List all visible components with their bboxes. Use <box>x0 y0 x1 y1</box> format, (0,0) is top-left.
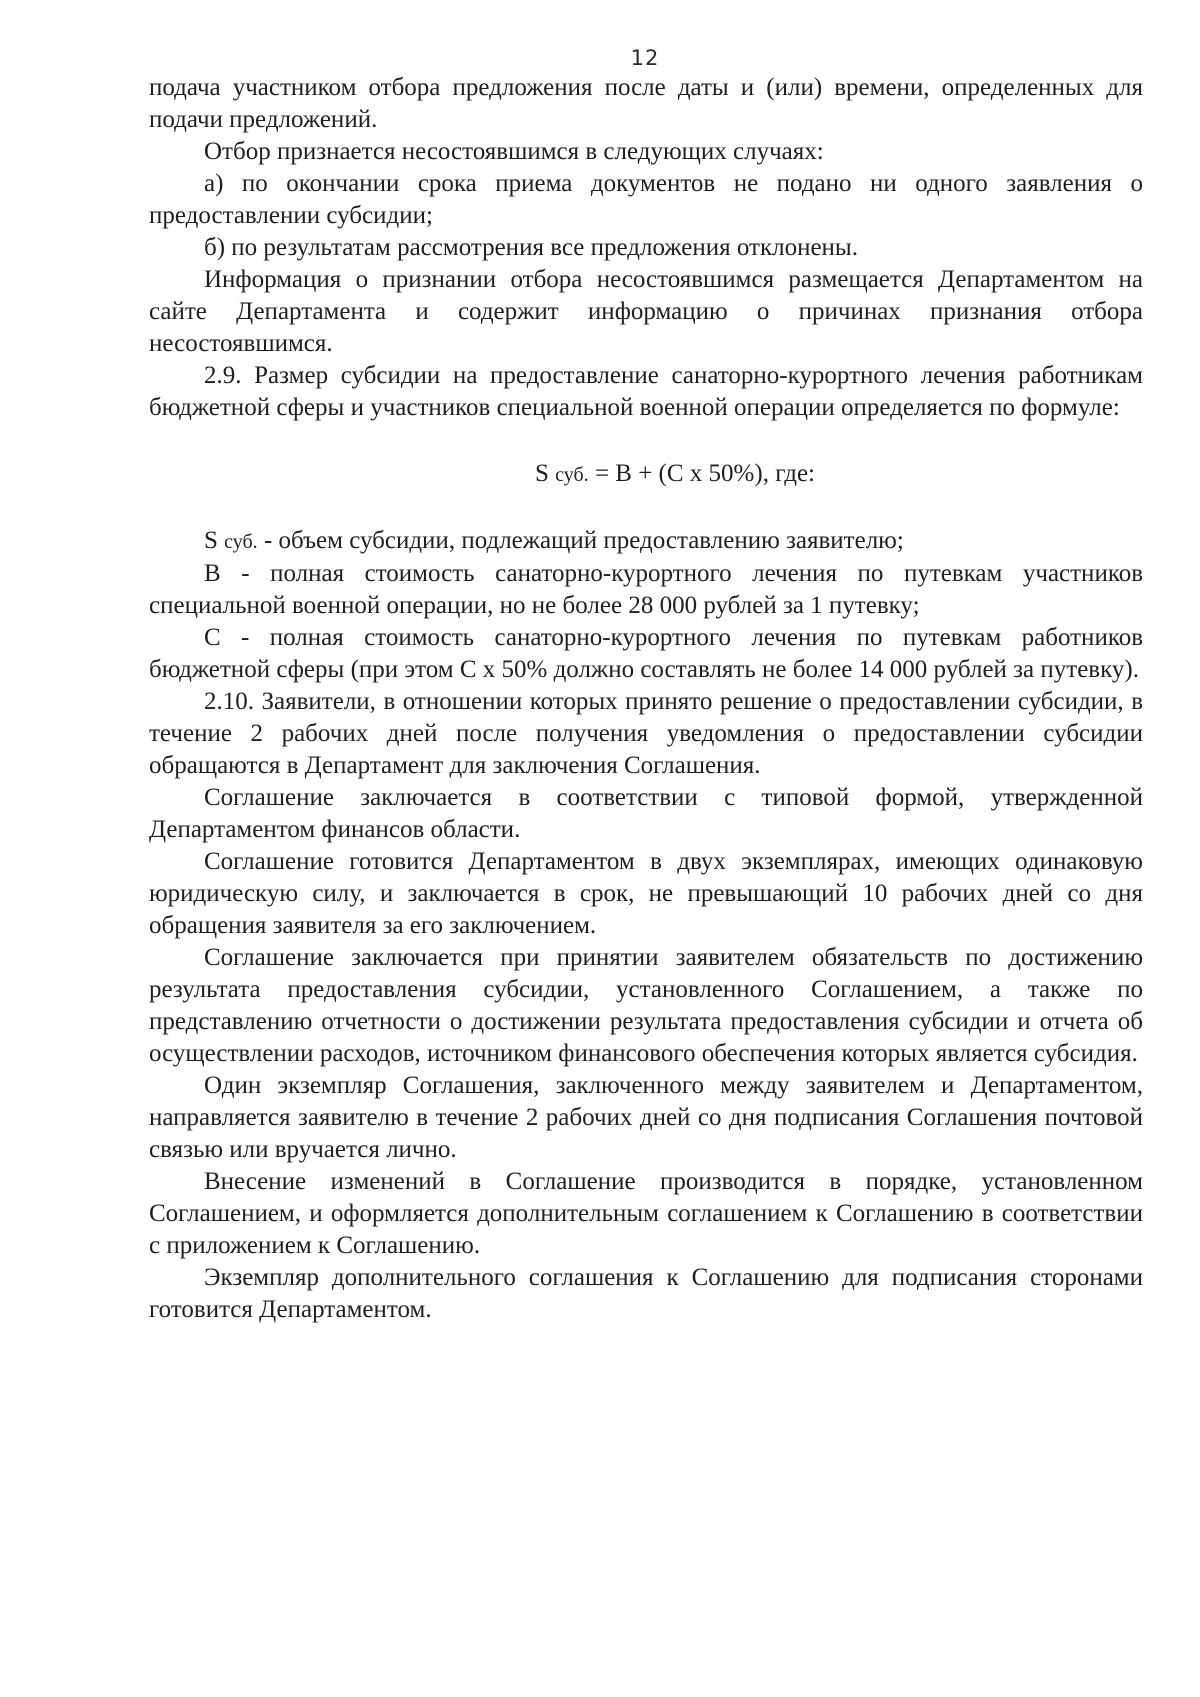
paragraph-information: Информация о признании отбора несостоявшимся размещается Департаментом на сайте Департамента и содержит информацию о причинах признания отбора несостоявшимся. <box>149 266 1143 357</box>
formula-expression: = В + (С х 50%), где: <box>588 460 815 487</box>
formula-subscript: суб. <box>555 464 589 486</box>
s-definition-text: - объем субсидии, подлежащий предоставлению заявителю; <box>257 527 904 554</box>
document-body <box>149 72 1143 1326</box>
paragraph-selection-failed: Отбор признается несостоявшимся в следующих случаях: <box>204 138 824 165</box>
paragraph-agreement-preparation: Соглашение готовится Департаментом в двух экземплярах, имеющих одинаковую юридическую силу, и заключается в срок, не превышающий 10 рабочих дней со дня обращения заявителя за его заключением. <box>149 848 1143 939</box>
s-subscript: суб. <box>224 531 258 553</box>
paragraph-b-definition: В - полная стоимость санаторно-курортного лечения по путевкам участников специальной военной операции, но не более 28 000 рублей за 1 путевку; <box>149 560 1143 619</box>
paragraph-s-definition <box>149 525 1143 558</box>
paragraph-case-b: б) по результатам рассмотрения все предложения отклонены. <box>204 234 858 261</box>
paragraph-agreement-copy: Один экземпляр Соглашения, заключенного между заявителем и Департаментом, направляется заявителю в течение 2 рабочих дней со дня подписания Соглашения почтовой связью или вручается лично. <box>149 1072 1143 1163</box>
paragraph-case-a: а) по окончании срока приема документов не подано ни одного заявления о предоставлении субсидии; <box>149 170 1143 229</box>
page-number: 12 <box>630 46 660 70</box>
paragraph-agreement-changes: Внесение изменений в Соглашение производится в порядке, установленном Соглашением, и оформляется дополнительным соглашением к Соглашению в соответствии с приложением к Соглашению. <box>149 1168 1143 1259</box>
formula-s: S <box>535 460 549 487</box>
paragraph-continuation: подача участником отбора предложения после даты и (или) времени, определенных для подачи предложений. <box>149 74 1143 133</box>
paragraph-additional-agreement: Экземпляр дополнительного соглашения к Соглашению для подписания сторонами готовится Департаментом. <box>149 1264 1143 1323</box>
s-symbol: S <box>204 527 218 554</box>
subsidy-formula <box>149 458 1143 491</box>
paragraph-2-10: 2.10. Заявители, в отношении которых принято решение о предоставлении субсидии, в течение 2 рабочих дней после получения уведомления о предоставлении субсидии обращаются в Департамент для заключения Соглашения. <box>149 688 1143 779</box>
paragraph-c-definition: С - полная стоимость санаторно-курортного лечения по путевкам работников бюджетной сферы (при этом С х 50% должно составлять не более 14 000 рублей за путевку). <box>149 624 1143 683</box>
paragraph-2-9: 2.9. Размер субсидии на предоставление санаторно-курортного лечения работникам бюджетной сферы и участников специальной военной операции определяется по формуле: <box>149 362 1143 421</box>
paragraph-agreement-obligations: Соглашение заключается при принятии заявителем обязательств по достижению результата предоставления субсидии, установленного Соглашением, а также по представлению отчетности о достижении результата предоставления субсидии и отчета об осуществлении расходов, источником финансового обеспечения которых является субсидия. <box>149 944 1143 1067</box>
paragraph-agreement-form: Соглашение заключается в соответствии с типовой формой, утвержденной Департаментом финансов области. <box>149 784 1143 843</box>
